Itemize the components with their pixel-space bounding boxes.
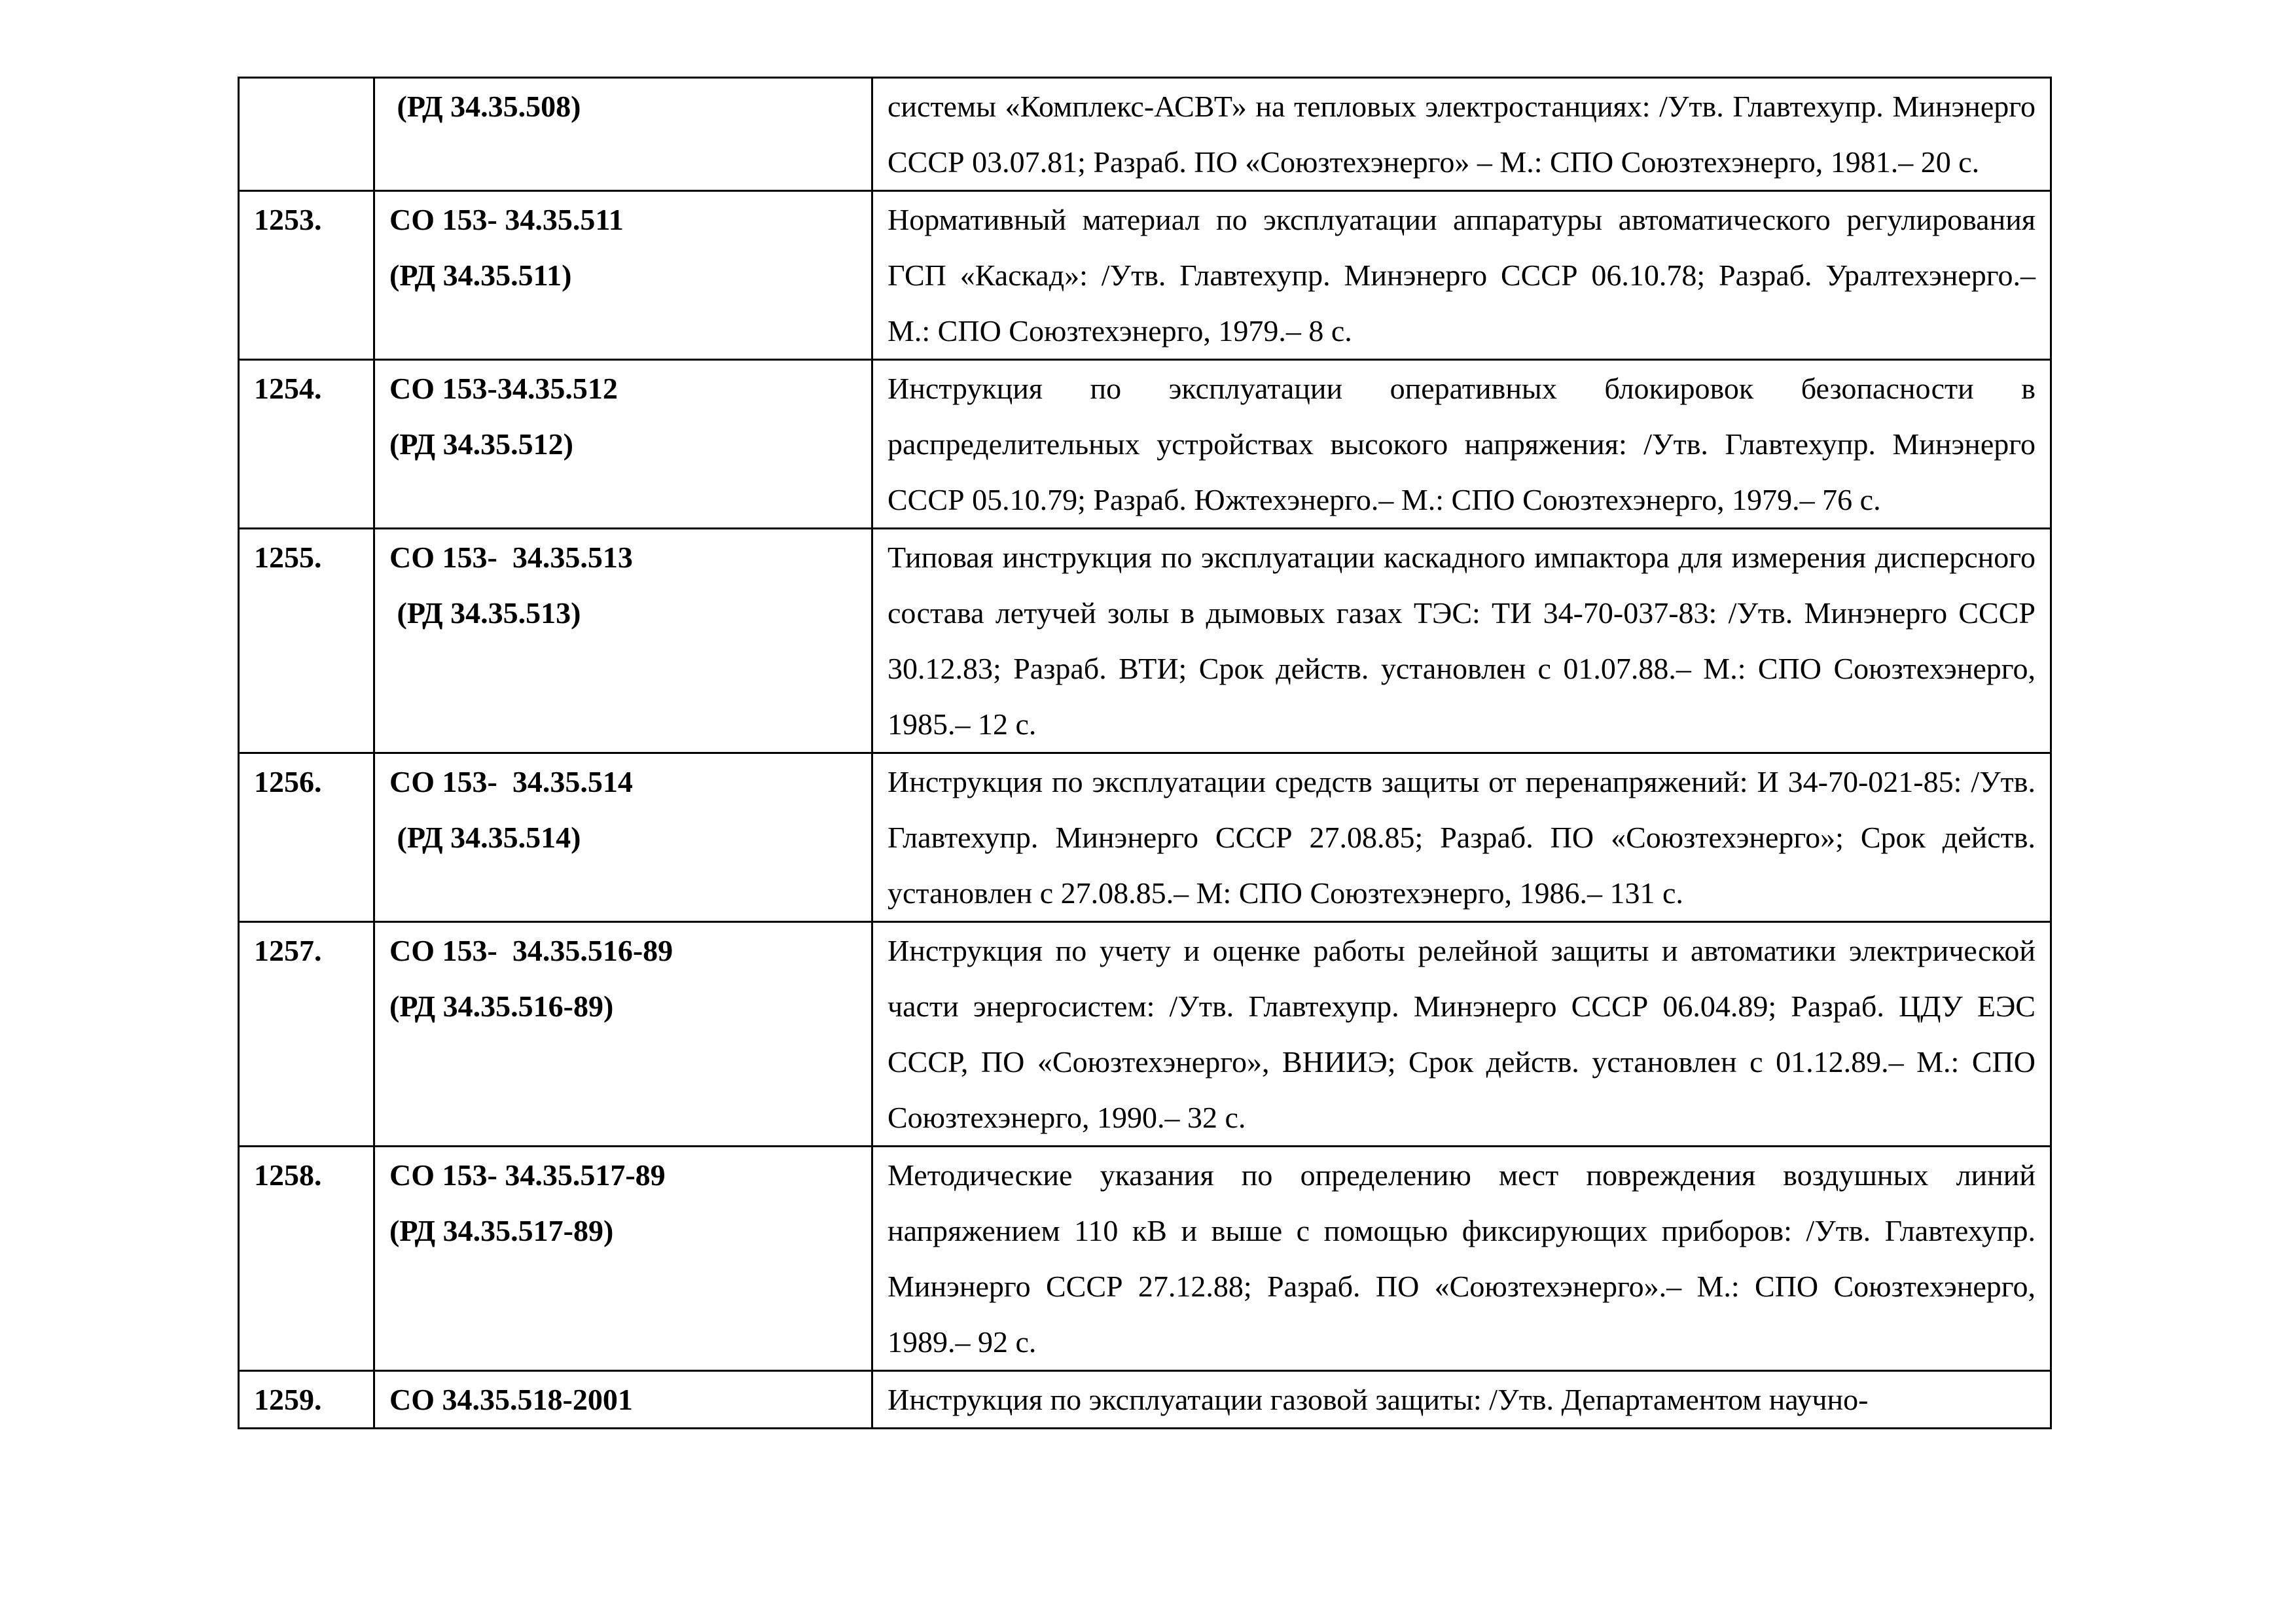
entry-number: 1256. <box>239 753 374 922</box>
document-description: Инструкция по учету и оценке работы релейной защиты и автоматики электрической части энергосистем: /Утв. Главтехупр. Минэнерго СССР 06.04.89; Разраб. ЦДУ ЕЭС СССР, ПО «Союзтехэнерго», ВНИИЭ; Срок действ. установлен с 01.12.89.– М.: СПО Союзтехэнерго, 1990.– 32 с. <box>872 922 2051 1147</box>
entry-number: 1254. <box>239 360 374 529</box>
entry-number: 1259. <box>239 1371 374 1429</box>
table-row <box>239 360 2051 529</box>
table-row <box>239 753 2051 922</box>
code-primary: СО 153- 34.35.517-89 <box>389 1158 666 1192</box>
table-row <box>239 1147 2051 1371</box>
document-description: Типовая инструкция по эксплуатации каскадного импактора для измерения дисперсного состава летучей золы в дымовых газах ТЭС: ТИ 34-70-037-83: /Утв. Минэнерго СССР 30.12.83; Разраб. ВТИ; Срок действ. установлен с 01.07.88.– М.: СПО Союзтехэнерго, 1985.– 12 с. <box>872 529 2051 753</box>
code-primary: СО 153- 34.35.511 <box>389 203 624 236</box>
document-code <box>374 360 872 529</box>
table-row <box>239 191 2051 360</box>
document-code <box>374 78 872 191</box>
code-secondary: (РД 34.35.516-89) <box>389 990 614 1023</box>
code-secondary: (РД 34.35.508) <box>389 90 581 123</box>
entry-number <box>239 78 374 191</box>
document-description: Инструкция по эксплуатации средств защиты от перенапряжений: И 34-70-021-85: /Утв. Главтехупр. Минэнерго СССР 27.08.85; Разраб. ПО «Союзтехэнерго»; Срок действ. установлен с 27.08.85.– М: СПО Союзтехэнерго, 1986.– 131 с. <box>872 753 2051 922</box>
code-primary: СО 153-34.35.512 <box>389 372 618 405</box>
code-secondary: (РД 34.35.513) <box>389 596 581 630</box>
entry-number: 1255. <box>239 529 374 753</box>
code-primary: СО 34.35.518-2001 <box>389 1383 633 1416</box>
code-primary: СО 153- 34.35.516-89 <box>389 934 673 967</box>
entry-number: 1258. <box>239 1147 374 1371</box>
standards-registry-table <box>238 77 2052 1429</box>
document-code <box>374 529 872 753</box>
registry-table-body <box>239 78 2051 1429</box>
table-row <box>239 922 2051 1147</box>
table-row <box>239 529 2051 753</box>
document-code <box>374 191 872 360</box>
entry-number: 1257. <box>239 922 374 1147</box>
table-row <box>239 1371 2051 1429</box>
code-secondary: (РД 34.35.512) <box>389 427 573 461</box>
document-description: Инструкция по эксплуатации оперативных блокировок безопасности в распределительных устройствах высокого напряжения: /Утв. Главтехупр. Минэнерго СССР 05.10.79; Разраб. Южтехэнерго.– М.: СПО Союзтехэнерго, 1979.– 76 с. <box>872 360 2051 529</box>
document-code <box>374 1147 872 1371</box>
document-description: Методические указания по определению мест повреждения воздушных линий напряжением 110 кВ и выше с помощью фиксирующих приборов: /Утв. Главтехупр. Минэнерго СССР 27.12.88; Разраб. ПО «Союзтехэнерго».– М.: СПО Союзтехэнерго, 1989.– 92 с. <box>872 1147 2051 1371</box>
document-description: системы «Комплекс-АСВТ» на тепловых электростанциях: /Утв. Главтехупр. Минэнерго СССР 03.07.81; Разраб. ПО «Союзтехэнерго» – М.: СПО Союзтехэнерго, 1981.– 20 с. <box>872 78 2051 191</box>
entry-number: 1253. <box>239 191 374 360</box>
document-code <box>374 922 872 1147</box>
code-secondary: (РД 34.35.514) <box>389 821 581 854</box>
code-primary: СО 153- 34.35.514 <box>389 765 633 798</box>
document-description: Нормативный материал по эксплуатации аппаратуры автоматического регулирования ГСП «Каскад»: /Утв. Главтехупр. Минэнерго СССР 06.10.78; Разраб. Уралтехэнерго.– М.: СПО Союзтехэнерго, 1979.– 8 с. <box>872 191 2051 360</box>
code-secondary: (РД 34.35.517-89) <box>389 1214 614 1247</box>
document-code <box>374 753 872 922</box>
code-secondary: (РД 34.35.511) <box>389 259 572 292</box>
document-description: Инструкция по эксплуатации газовой защиты: /Утв. Департаментом научно- <box>872 1371 2051 1429</box>
table-row <box>239 78 2051 191</box>
code-primary: СО 153- 34.35.513 <box>389 541 633 574</box>
document-code <box>374 1371 872 1429</box>
